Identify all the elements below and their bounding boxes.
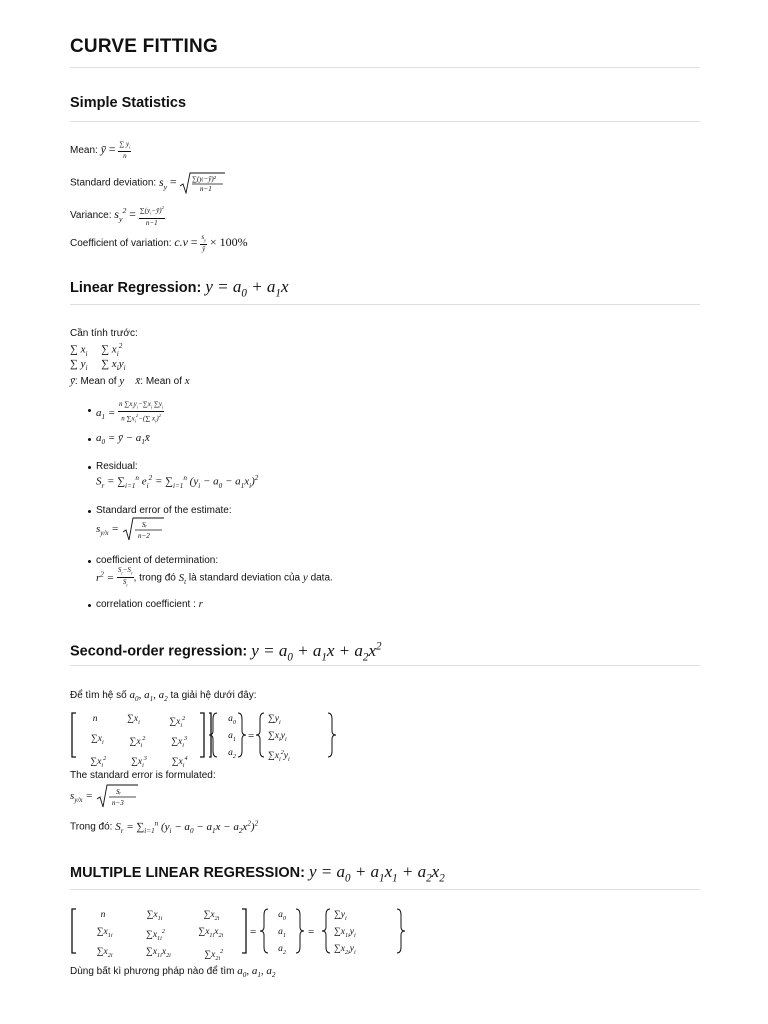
svg-text:=: =: [250, 926, 257, 938]
bullet: [88, 560, 91, 563]
sqrt-symbol: [179, 172, 225, 194]
cod-formula: $r^2$ = $\frac{S_t-S_r}{S_t}$ , trong đó $S_t$ là standard deviation của y data.: [96, 566, 333, 588]
se-formula: $s_{y/x}$ = Sᵣ n−2: [96, 517, 164, 541]
divider: [70, 121, 700, 122]
corr-line: correlation coefficient : r: [96, 598, 203, 610]
svg-text:=: =: [308, 926, 315, 938]
se-label: Standard error of the estimate:: [96, 505, 232, 516]
mean-formula: Mean: ȳ = $\frac{\sum y_i}{n}$: [70, 140, 131, 161]
svg-text:n−2: n−2: [137, 532, 150, 540]
svg-text:∑(yᵢ−ȳ)²: ∑(yᵢ−ȳ)²: [192, 175, 217, 183]
variance-formula: Variance: $s_y^2$ = $\frac{\sum(y_i-ȳ)^2}{n-1}$: [70, 205, 164, 227]
section-heading-second-order: Second-order regression: $y = a_0 + a_1x + a_2x^2$: [70, 640, 382, 664]
svg-text:n−3: n−3: [111, 799, 124, 807]
second-se-formula: $s_{y/x}$ = Sᵣ n−3: [70, 784, 138, 808]
second-residual: Trong đó: $S_r = \sum_{i=1}^n$ $(y_i - a_0 - a_1x - a_2x^2)^2$: [70, 819, 259, 835]
bullet: [88, 409, 91, 412]
bullet: [88, 510, 91, 513]
section-heading-linear-regression: Linear Regression: $y = a_0 + a_1x$: [70, 277, 289, 300]
svg-text:n−1: n−1: [200, 185, 213, 193]
residual-formula: $S_r = \sum_{i=1}^n$ $e_i^2 = \sum_{i=1}^n$ $(y_i - a_0 - a_1x_i)^2$: [96, 474, 259, 490]
sums-row-1: ∑ $x_i$ ∑ $x_i^2$: [70, 342, 123, 358]
section-heading-simple-statistics: Simple Statistics: [70, 95, 187, 111]
cv-formula: Coefficient of variation: c.v = $\frac{s_y}{ȳ}$ × 100%: [70, 233, 248, 254]
sums-row-2: ∑ $y_i$ ∑ $x_iy_i$: [70, 358, 126, 373]
divider: [70, 67, 700, 68]
page: CURVE FITTING Simple Statistics Mean: ȳ = $\frac{\sum y_i}{n}$ Standard deviation: $s_y$ = ∑(yᵢ−ȳ)² n−1 Variance: $s_y^2$ = $\frac{\sum(y_i-ȳ)^2}{n-1}$ Coefficient of variation: c.v = $\frac{s_y}{ȳ}$ × 100% Linear Regression: $y = a_0 + a_1x$ Cần tính trước: ∑ $x_i$ ∑ $x_i^2$ ∑ $y_i$ ∑ $x_iy_i$ ȳ: Mean of y x̄: Mean of x $a_1$ = $\frac{n \sum x_iy_i-\sum x_i \sum y_i}{n \sum x_i^2-(\sum x_i)^2}$ $a_0$ = ȳ − $a_1x̄$ Residual: $S_r = \sum_{i=1}^n$ $e_i^2 = \sum_{i=1}^n$ $(y_i - a_0 - a_1x_i)^2$ Standard error of the estimate: $s_{y/x}$ = Sᵣ n−2 coefficient of determination: $r^2$ = $\frac{S_t-S_r}{S_t}$ , trong đó $S_t$ là standard deviation của y data. correlation coefficient : r Second-order regression: $y = a_0 + a_1x + a_2x^2$ Để tìm hệ số $a_0$, $a_1$, $a_2$ ta giải hệ dưới đây: = n $\sum x_i$ $\sum x_i^2$ $\sum x_i$ $\sum x_i^2$ $\sum x_i^3$ $\sum x_i^2$ $\sum x_i^3$ $\sum x_i^4$ $a_0$ $a_1$ $a_2$ $\sum y_i$ $\sum x_iy_i$ $\sum x_i^2y_i$ The standard error is formulated: $s_{y/x}$ = Sᵣ n−3 Trong đó: $S_r = \sum_{i=1}^n$ $(y_i - a_0 - a_1x - a_2x^2)^2$ MULTIPLE LINEAR REGRESSION: $y = a_0 + a_1x_1 + a_2x_2$ = = n $\sum x_{1i}$ $\sum x_{2i}$ $\sum x_{1i}$ $\sum x_{1i}^2$ $\sum x_{1i}x_{2i}$ $\sum x_{2i}$ $\sum x_{1i}x_{2i}$ $\sum x_{2i}^2$ $a_0$ $a_1$ $a_2$ $\sum y_i$ $\sum x_{1i}y_i$ $\sum x_{2i}y_i$ Dùng bất kì phương pháp nào để tìm $a_0$, $a_1$, $a_2$: [70, 0, 700, 1024]
divider: [70, 304, 700, 305]
svg-text:Sᵣ: Sᵣ: [141, 521, 147, 529]
section-heading-multiple-linear: MULTIPLE LINEAR REGRESSION: $y = a_0 + a_1x_1 + a_2x_2$: [70, 862, 445, 885]
bullet: [88, 438, 91, 441]
bullet: [88, 466, 91, 469]
a1-formula: $a_1$ = $\frac{n \sum x_iy_i-\sum x_i \sum y_i}{n \sum x_i^2-(\sum x_i)^2}$: [96, 400, 164, 425]
residual-label: Residual:: [96, 461, 138, 472]
page-title: CURVE FITTING: [70, 36, 218, 57]
precompute-label: Cần tính trước:: [70, 328, 138, 339]
sqrt-symbol: [96, 784, 138, 808]
a0-formula: $a_0$ = ȳ − $a_1x̄$: [96, 432, 150, 447]
svg-text:Sᵣ: Sᵣ: [115, 788, 121, 796]
cod-label: coefficient of determination:: [96, 555, 219, 566]
svg-text:=: =: [248, 730, 255, 742]
bullet: [88, 604, 91, 607]
sd-formula: Standard deviation: $s_y$ = ∑(yᵢ−ȳ)² n−1: [70, 172, 225, 194]
sqrt-symbol: [122, 517, 164, 541]
divider: [70, 665, 700, 666]
means-line: ȳ: Mean of y x̄: Mean of x: [70, 375, 190, 387]
divider: [70, 889, 700, 890]
second-intro: Để tìm hệ số $a_0$, $a_1$, $a_2$ ta giải hệ dưới đây:: [70, 689, 257, 704]
se-text: The standard error is formulated:: [70, 770, 216, 781]
multiple-footer: Dùng bất kì phương pháp nào để tìm $a_0$, $a_1$, $a_2$: [70, 965, 276, 980]
